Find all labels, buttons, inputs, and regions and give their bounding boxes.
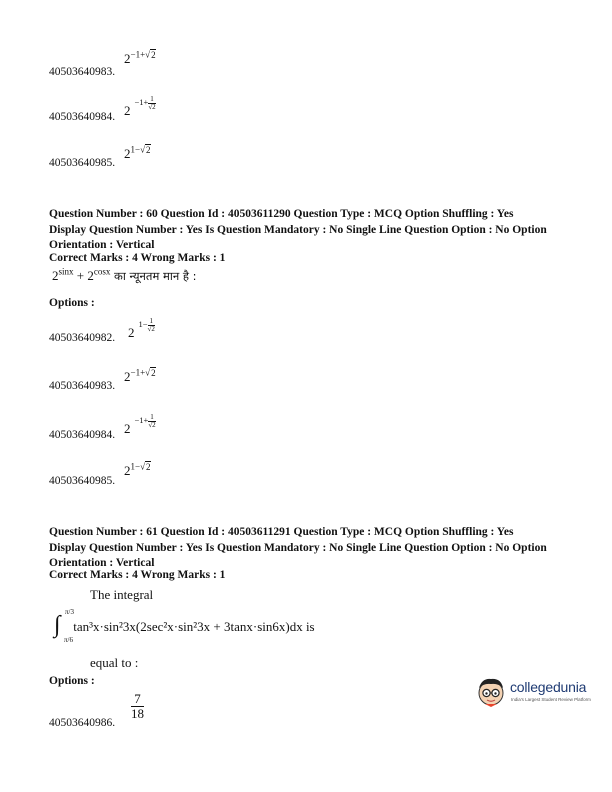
q60-option-id-985: 40503640985. [49,475,116,487]
q61-option-math-986: $\frac{7}{18}$ [131,691,144,721]
q60-option-id-984: 40503640984. [49,429,116,441]
q60-header-line3: Orientation : Vertical [49,239,155,251]
collegedunia-watermark [472,672,608,712]
q61-equal-to: equal to : [90,655,139,670]
q61-header-line3: Orientation : Vertical [49,557,155,569]
brand-name: collegedunia [510,679,587,695]
q61-header-line1: Question Number : 61 Question Id : 40503611291 Question Type : MCQ Option Shuffling : Yes [49,526,514,538]
q60-option-id-982: 40503640982. [49,332,116,344]
q61-header [49,525,609,572]
q60-question-text: $2^{sinx} + 2^{cosx}$ का न्यूनतम मान है : [52,266,197,283]
q60-option-math-982: $_2$ 1− $\frac{1}{√2}$ [128,316,155,340]
q61-option-id-986: 40503640986. [49,717,116,729]
q60-marks: Correct Marks : 4 Wrong Marks : 1 [49,252,226,264]
mascot-icon [474,674,508,708]
top-option-id-985: 40503640985. [49,157,116,169]
q60-header [49,207,609,254]
q61-intro: The integral [90,587,154,602]
q61-options-label: Options : [49,675,95,687]
q60-header-line2: Display Question Number : Yes Is Question Mandatory : No Single Line Question Option : No Option [49,223,547,236]
integrand: tan³x·sin²3x(2sec²x·sin²3x + 3tanx·sin6x)dx is [73,619,315,634]
top-option-math-985: $2^{1-√2}$ [124,144,151,161]
q60-header-line1: Question Number : 60 Question Id : 40503611290 Question Type : MCQ Option Shuffling : Yes [49,208,514,220]
upper-limit: π/3 [65,608,74,616]
top-option-id-984: 40503640984. [49,111,116,123]
q61-integral [54,610,315,644]
q60-option-math-984: $_2$ $^{-1+ \frac{1}{√2}}$ [124,412,156,436]
q60-options-label: Options : [49,297,95,309]
top-option-math-983: $2^{-1+√2}$ [124,49,156,66]
integral-sign: ∫ [54,612,61,638]
lower-limit: π/6 [64,636,73,644]
top-option-math-984: $_2$ $^{-1+ \frac{1}{√2}}$ [124,94,156,118]
q61-header-line2: Display Question Number : Yes Is Question Mandatory : No Single Line Question Option : No Option [49,541,547,554]
brand-tagline: India's Largest Student Review Platform [511,697,591,702]
q60-option-id-983: 40503640983. [49,380,116,392]
q60-option-math-985: $2^{1-√2}$ [124,461,151,478]
top-option-id-983: 40503640983. [49,66,116,78]
q61-marks: Correct Marks : 4 Wrong Marks : 1 [49,569,226,581]
q60-option-math-983: $2^{-1+√2}$ [124,367,156,384]
